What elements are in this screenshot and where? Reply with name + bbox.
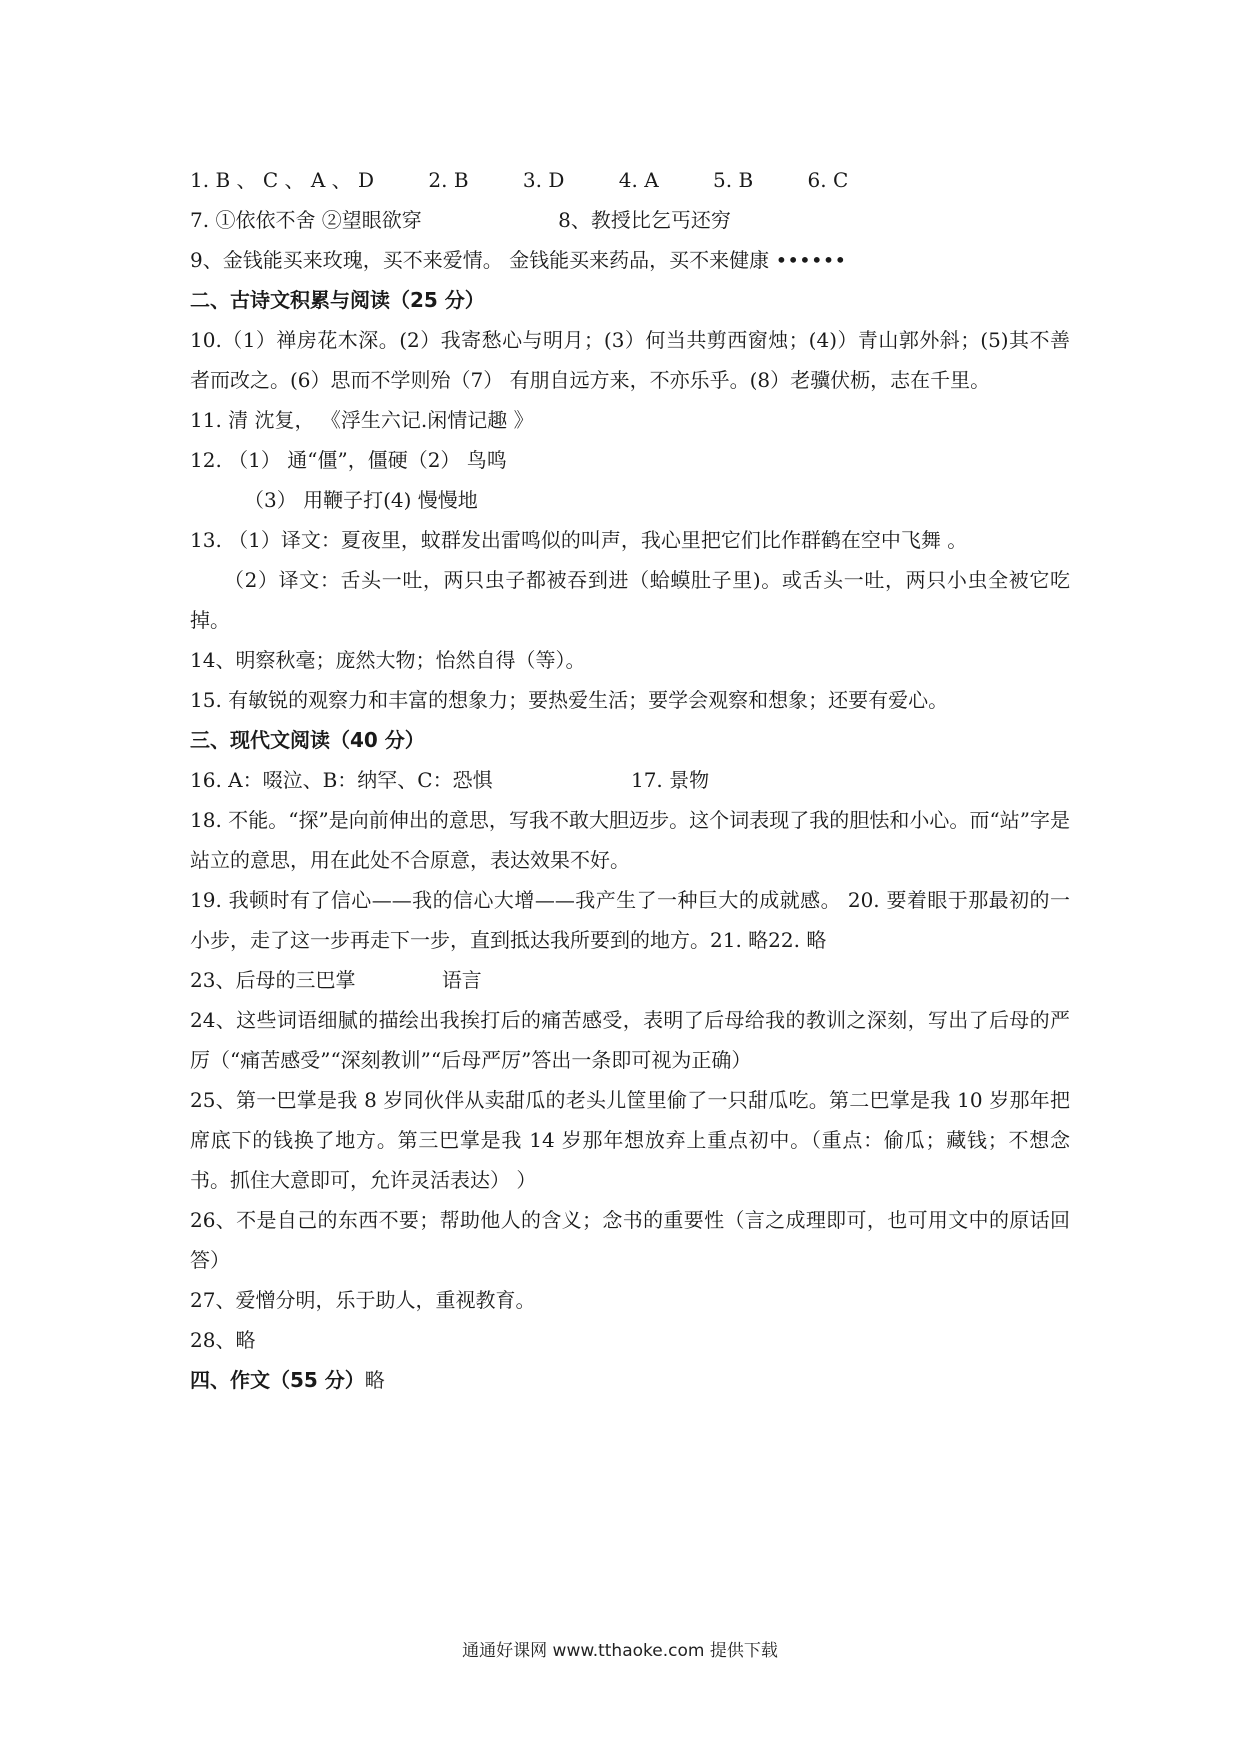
answer-23 <box>190 960 1070 1000</box>
answer-5: 5. B <box>713 168 754 192</box>
answer-4: 4. A <box>618 168 659 192</box>
section-3-heading: 三、现代文阅读（40 分） <box>190 728 425 752</box>
answers-16-17 <box>190 760 1070 800</box>
answer-24: 24、这些词语细腻的描绘出我挨打后的痛苦感受，表明了后母给我的教训之深刻，写出了后母的严厉（“痛苦感受”“深刻教训”“后母严厉”答出一条即可视为正确） <box>190 1008 1070 1072</box>
answer-25: 25、第一巴掌是我 8 岁同伙伴从卖甜瓜的老头儿筐里偷了一只甜瓜吃。第二巴掌是我 10 岁那年把席底下的钱换了地方。第三巴掌是我 14 岁那年想放弃上重点初中。（重点：偷瓜；藏钱；不想念书。抓住大意即可，允许灵活表达） ） <box>190 1088 1070 1192</box>
answers-7-8 <box>190 200 1070 240</box>
section-4-answer: 略 <box>364 1368 385 1392</box>
answer-16: 16. A：啜泣、B：纳罕、C：恐惧 <box>190 768 493 792</box>
answer-14: 14、明察秋毫；庞然大物；怡然自得（等）。 <box>190 648 586 672</box>
answer-10: 10.（1）禅房花木深。(2）我寄愁心与明月；(3）何当共剪西窗烛；(4)）青山郭外斜；(5)其不善者而改之。(6）思而不学则殆（7） 有朋自远方来，不亦乐乎。(8）老骥伏枥，志在千里。 <box>190 328 1070 392</box>
answer-content <box>190 160 1070 1400</box>
answer-13-part-a: 13. （1）译文：夏夜里，蚊群发出雷鸣似的叫声，我心里把它们比作群鹤在空中飞舞 。 <box>190 528 968 552</box>
answer-27: 27、爱憎分明，乐于助人，重视教育。 <box>190 1288 536 1312</box>
section-2-heading: 二、古诗文积累与阅读（25 分） <box>190 288 485 312</box>
answer-26: 26、不是自己的东西不要；帮助他人的含义；念书的重要性（言之成理即可，也可用文中的原话回答） <box>190 1208 1070 1272</box>
page-footer: 通通好课网 www.tthaoke.com 提供下载 <box>462 1641 778 1661</box>
answer-12-part-b: （3） 用鞭子打(4) 慢慢地 <box>244 488 478 512</box>
answer-15: 15. 有敏锐的观察力和丰富的想象力；要热爱生活；要学会观察和想象；还要有爱心。 <box>190 688 949 712</box>
answer-6: 6. C <box>807 168 849 192</box>
answer-11: 11. 清 沈复， 《浮生六记.闲情记趣 》 <box>190 408 534 432</box>
answers-19-22: 19. 我顿时有了信心——我的信心大增——我产生了一种巨大的成就感。 20. 要着眼于那最初的一小步，走了这一步再走下一步，直到抵达我所要到的地方。21. 略22. 略 <box>190 888 1070 952</box>
answer-3: 3. D <box>522 168 565 192</box>
answer-23-method: 语言 <box>441 968 482 992</box>
answer-17: 17. 景物 <box>630 768 710 792</box>
answer-8: 8、教授比乞丐还穷 <box>558 208 731 232</box>
answer-18: 18. 不能。“探”是向前伸出的意思，写我不敢大胆迈步。这个词表现了我的胆怯和小心。而“站”字是站立的意思，用在此处不合原意，表达效果不好。 <box>190 808 1070 872</box>
answer-2: 2. B <box>428 168 469 192</box>
answers-1-6 <box>190 160 1070 200</box>
answer-9: 9、金钱能买来玫瑰，买不来爱情。 金钱能买来药品，买不来健康 •••••• <box>190 248 847 272</box>
section-4-heading: 四、作文（55 分） <box>190 1368 365 1392</box>
answer-12-part-a: 12. （1） 通“僵”，僵硬（2） 鸟鸣 <box>190 448 507 472</box>
answer-23-title: 23、后母的三巴掌 <box>190 968 356 992</box>
answer-7: 7. ①依依不舍 ②望眼欲穿 <box>190 208 422 232</box>
section-4-line <box>190 1360 1070 1400</box>
answer-1: 1. B 、 C 、 A 、 D <box>190 168 375 192</box>
answer-28: 28、略 <box>190 1328 256 1352</box>
answer-13-part-b: （2）译文：舌头一吐，两只虫子都被吞到进（蛤蟆肚子里)。或舌头一吐，两只小虫全被它吃掉。 <box>190 568 1070 632</box>
